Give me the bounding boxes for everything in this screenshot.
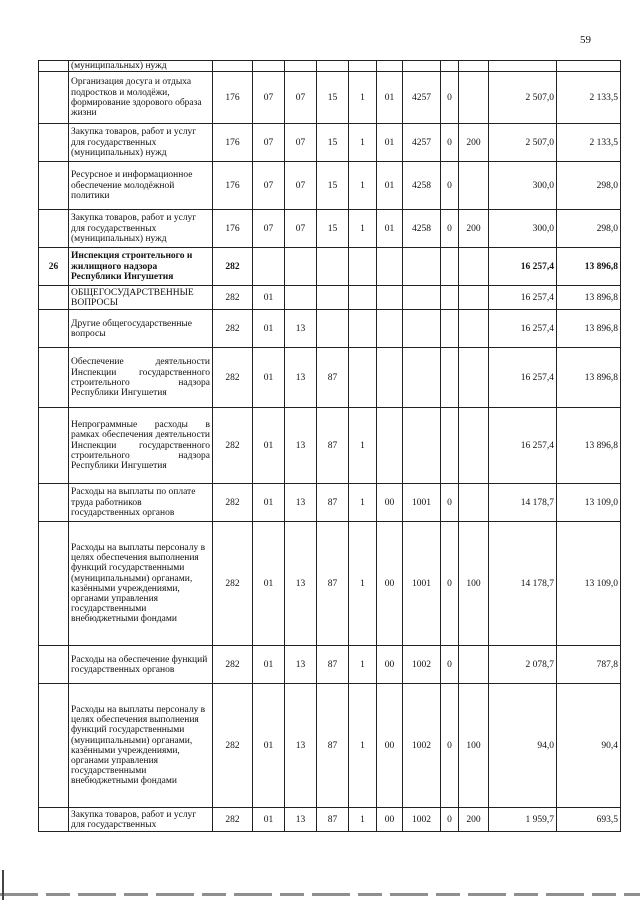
cell-rz <box>253 248 285 286</box>
cell-cs1 <box>317 61 349 72</box>
cell-gr: 176 <box>213 72 253 124</box>
cell-vr <box>459 162 489 210</box>
cell-vr <box>459 408 489 484</box>
cell-cs4: 1001 <box>403 522 441 646</box>
cell-num <box>39 646 69 684</box>
cell-num <box>39 348 69 408</box>
cell-cs1: 15 <box>317 72 349 124</box>
cell-cs2: 1 <box>349 72 377 124</box>
cell-sum2: 13 896,8 <box>557 348 621 408</box>
cell-name <box>69 348 213 408</box>
cell-cs1: 87 <box>317 646 349 684</box>
cell-rz: 01 <box>253 348 285 408</box>
cell-cs4 <box>403 286 441 310</box>
page-number: 59 <box>580 34 591 46</box>
cell-gr: 176 <box>213 162 253 210</box>
cell-cs1 <box>317 286 349 310</box>
cell-cs5: 0 <box>441 522 459 646</box>
cell-sum2: 787,8 <box>557 646 621 684</box>
cell-cs2 <box>349 286 377 310</box>
cell-cs3: 00 <box>377 646 403 684</box>
cell-gr: 282 <box>213 484 253 522</box>
cell-sum1: 16 257,4 <box>489 310 557 348</box>
cell-pr: 07 <box>285 162 317 210</box>
cell-sum1: 94,0 <box>489 684 557 808</box>
cell-gr: 282 <box>213 808 253 832</box>
table-row <box>39 484 621 522</box>
cell-cs4 <box>403 348 441 408</box>
cell-sum1: 300,0 <box>489 210 557 248</box>
cell-text: Обеспечение деятельности Инспекции государственного строительного надзора Республики Ингушетия <box>71 357 210 398</box>
table-row <box>39 408 621 484</box>
cell-sum1: 14 178,7 <box>489 484 557 522</box>
cell-num <box>39 522 69 646</box>
cell-cs1: 87 <box>317 684 349 808</box>
cell-num <box>39 210 69 248</box>
cell-cs4: 1002 <box>403 646 441 684</box>
cell-cs1: 87 <box>317 408 349 484</box>
cell-gr: 176 <box>213 210 253 248</box>
cell-name: Расходы на обеспечение функций государственных органов <box>69 646 213 684</box>
cell-gr: 282 <box>213 408 253 484</box>
cell-cs2 <box>349 310 377 348</box>
cell-name: Ресурсное и информационное обеспечение молодёжной политики <box>69 162 213 210</box>
cell-sum2: 13 896,8 <box>557 248 621 286</box>
cell-gr: 282 <box>213 684 253 808</box>
cell-sum2: 13 896,8 <box>557 310 621 348</box>
cell-pr: 13 <box>285 646 317 684</box>
cell-gr: 282 <box>213 522 253 646</box>
cell-cs1: 87 <box>317 348 349 408</box>
cell-cs5: 0 <box>441 210 459 248</box>
table-row <box>39 310 621 348</box>
cell-rz: 07 <box>253 124 285 162</box>
cell-rz: 01 <box>253 522 285 646</box>
cell-cs3: 00 <box>377 522 403 646</box>
cell-pr: 07 <box>285 72 317 124</box>
cell-cs5 <box>441 310 459 348</box>
cell-gr: 282 <box>213 646 253 684</box>
cell-sum2: 13 109,0 <box>557 484 621 522</box>
table-row <box>39 684 621 808</box>
cell-pr: 13 <box>285 484 317 522</box>
table-row <box>39 248 621 286</box>
cell-rz: 07 <box>253 72 285 124</box>
cell-rz: 01 <box>253 408 285 484</box>
cell-cs2 <box>349 248 377 286</box>
cell-pr: 13 <box>285 684 317 808</box>
cell-cs3 <box>377 348 403 408</box>
cell-num <box>39 162 69 210</box>
cell-vr <box>459 646 489 684</box>
cell-cs2: 1 <box>349 162 377 210</box>
cell-cs5: 0 <box>441 162 459 210</box>
cell-num <box>39 684 69 808</box>
cell-num <box>39 286 69 310</box>
cell-num <box>39 808 69 832</box>
cell-name: ОБЩЕГОСУДАРСТВЕННЫЕ ВОПРОСЫ <box>69 286 213 310</box>
cell-sum2: 90,4 <box>557 684 621 808</box>
cell-cs3 <box>377 310 403 348</box>
cell-cs5 <box>441 286 459 310</box>
cell-num <box>39 310 69 348</box>
cell-cs3: 00 <box>377 808 403 832</box>
cell-name: Закупка товаров, работ и услуг для государственных <box>69 808 213 832</box>
cell-sum1: 16 257,4 <box>489 248 557 286</box>
cell-cs5: 0 <box>441 646 459 684</box>
cell-cs5: 0 <box>441 684 459 808</box>
cell-name: Расходы на выплаты персоналу в целях обеспечения выполнения функций государственными (муниципальными) органами, казёнными учреждениями, органами управления государственными внебюджетными фондами <box>69 522 213 646</box>
cell-rz: 01 <box>253 484 285 522</box>
cell-name <box>69 408 213 484</box>
cell-cs3 <box>377 286 403 310</box>
cell-cs3: 01 <box>377 124 403 162</box>
cell-cs1: 15 <box>317 210 349 248</box>
cell-sum2: 2 133,5 <box>557 72 621 124</box>
cell-name: (муниципальных) нужд <box>69 61 213 72</box>
cell-num: 26 <box>39 248 69 286</box>
cell-sum2: 13 896,8 <box>557 286 621 310</box>
cell-pr: 13 <box>285 310 317 348</box>
cell-sum2: 13 109,0 <box>557 522 621 646</box>
cell-gr: 282 <box>213 286 253 310</box>
cell-vr: 100 <box>459 684 489 808</box>
cell-rz: 01 <box>253 684 285 808</box>
cell-cs2: 1 <box>349 484 377 522</box>
table-row <box>39 124 621 162</box>
left-scan-mark <box>2 870 4 900</box>
cell-vr <box>459 248 489 286</box>
cell-cs3 <box>377 408 403 484</box>
cell-gr: 282 <box>213 310 253 348</box>
cell-name: Расходы на выплаты по оплате труда работников государственных органов <box>69 484 213 522</box>
cell-cs5 <box>441 408 459 484</box>
table-row <box>39 162 621 210</box>
cell-pr: 13 <box>285 808 317 832</box>
cell-sum1: 16 257,4 <box>489 286 557 310</box>
cell-cs4 <box>403 248 441 286</box>
cell-sum1: 14 178,7 <box>489 522 557 646</box>
cell-sum2: 13 896,8 <box>557 408 621 484</box>
table-row <box>39 646 621 684</box>
cell-pr: 13 <box>285 408 317 484</box>
cell-sum2: 2 133,5 <box>557 124 621 162</box>
cell-sum1: 300,0 <box>489 162 557 210</box>
cell-pr <box>285 248 317 286</box>
cell-cs3 <box>377 248 403 286</box>
cell-cs5 <box>441 248 459 286</box>
cell-cs4: 1001 <box>403 484 441 522</box>
cell-sum2: 298,0 <box>557 210 621 248</box>
cell-sum2: 693,5 <box>557 808 621 832</box>
cell-name: Инспекция строительного и жилищного надзора Республики Ингушетия <box>69 248 213 286</box>
cell-cs4 <box>403 408 441 484</box>
table-body <box>39 61 621 832</box>
cell-sum1 <box>489 61 557 72</box>
cell-cs2: 1 <box>349 684 377 808</box>
cell-sum1: 2 078,7 <box>489 646 557 684</box>
cell-pr <box>285 61 317 72</box>
cell-cs4: 1002 <box>403 684 441 808</box>
cell-sum2 <box>557 61 621 72</box>
cell-num <box>39 408 69 484</box>
cell-cs2: 1 <box>349 210 377 248</box>
table-row <box>39 210 621 248</box>
cell-vr <box>459 72 489 124</box>
cell-text: Непрограммные расходы в рамках обеспечения деятельности Инспекции государственного строительного надзора Республики Ингушетия <box>71 420 210 471</box>
cell-name: Организация досуга и отдыха подростков и молодёжи, формирование здорового образа жизни <box>69 72 213 124</box>
cell-cs1: 15 <box>317 162 349 210</box>
cell-vr: 200 <box>459 210 489 248</box>
cell-cs5: 0 <box>441 72 459 124</box>
cell-vr: 200 <box>459 808 489 832</box>
cell-pr: 13 <box>285 522 317 646</box>
cell-rz: 07 <box>253 162 285 210</box>
cell-cs3: 01 <box>377 72 403 124</box>
cell-gr <box>213 61 253 72</box>
cell-rz: 01 <box>253 310 285 348</box>
cell-cs3 <box>377 61 403 72</box>
cell-vr <box>459 61 489 72</box>
cell-vr <box>459 484 489 522</box>
table-row <box>39 72 621 124</box>
table-row <box>39 61 621 72</box>
cell-rz: 01 <box>253 646 285 684</box>
table-row <box>39 522 621 646</box>
cell-name: Расходы на выплаты персоналу в целях обеспечения выполнения функций государственными (муниципальными) органами, казёнными учреждениями, органами управления государственными внебюджетными фондами <box>69 684 213 808</box>
cell-pr <box>285 286 317 310</box>
budget-table <box>38 60 621 832</box>
cell-cs2 <box>349 61 377 72</box>
cell-vr <box>459 286 489 310</box>
cell-cs4: 1002 <box>403 808 441 832</box>
cell-rz <box>253 61 285 72</box>
cell-gr: 176 <box>213 124 253 162</box>
cell-cs2: 1 <box>349 646 377 684</box>
cell-vr: 100 <box>459 522 489 646</box>
cell-cs3: 01 <box>377 162 403 210</box>
cell-cs5 <box>441 348 459 408</box>
cell-name: Другие общегосударственные вопросы <box>69 310 213 348</box>
cell-num <box>39 124 69 162</box>
cell-cs4 <box>403 310 441 348</box>
cell-pr: 07 <box>285 210 317 248</box>
cell-cs1 <box>317 310 349 348</box>
cell-vr: 200 <box>459 124 489 162</box>
cell-cs1: 87 <box>317 522 349 646</box>
cell-rz: 07 <box>253 210 285 248</box>
cell-num <box>39 484 69 522</box>
cell-pr: 13 <box>285 348 317 408</box>
cell-cs5 <box>441 61 459 72</box>
cell-cs1 <box>317 248 349 286</box>
cell-gr: 282 <box>213 248 253 286</box>
cell-num <box>39 72 69 124</box>
cell-cs1: 87 <box>317 484 349 522</box>
cell-vr <box>459 310 489 348</box>
cell-sum1: 2 507,0 <box>489 72 557 124</box>
cell-gr: 282 <box>213 348 253 408</box>
table-row <box>39 348 621 408</box>
cell-cs3: 01 <box>377 210 403 248</box>
cell-cs4: 4258 <box>403 210 441 248</box>
cell-cs4: 4257 <box>403 124 441 162</box>
cell-name: Закупка товаров, работ и услуг для государственных (муниципальных) нужд <box>69 210 213 248</box>
bottom-scan-border <box>0 893 640 896</box>
cell-cs5: 0 <box>441 808 459 832</box>
cell-cs1: 15 <box>317 124 349 162</box>
table-row <box>39 286 621 310</box>
cell-num <box>39 61 69 72</box>
cell-sum1: 16 257,4 <box>489 348 557 408</box>
cell-pr: 07 <box>285 124 317 162</box>
cell-cs2: 1 <box>349 808 377 832</box>
cell-sum2: 298,0 <box>557 162 621 210</box>
cell-cs5: 0 <box>441 124 459 162</box>
cell-name: Закупка товаров, работ и услуг для государственных (муниципальных) нужд <box>69 124 213 162</box>
cell-rz: 01 <box>253 286 285 310</box>
cell-rz: 01 <box>253 808 285 832</box>
cell-cs2: 1 <box>349 522 377 646</box>
cell-sum1: 16 257,4 <box>489 408 557 484</box>
cell-vr <box>459 348 489 408</box>
cell-cs4 <box>403 61 441 72</box>
cell-sum1: 1 959,7 <box>489 808 557 832</box>
table-row <box>39 808 621 832</box>
cell-cs2: 1 <box>349 124 377 162</box>
cell-cs5: 0 <box>441 484 459 522</box>
cell-sum1: 2 507,0 <box>489 124 557 162</box>
cell-cs2: 1 <box>349 408 377 484</box>
cell-cs4: 4257 <box>403 72 441 124</box>
cell-cs3: 00 <box>377 484 403 522</box>
cell-cs2 <box>349 348 377 408</box>
cell-cs1: 87 <box>317 808 349 832</box>
cell-cs3: 00 <box>377 684 403 808</box>
cell-cs4: 4258 <box>403 162 441 210</box>
